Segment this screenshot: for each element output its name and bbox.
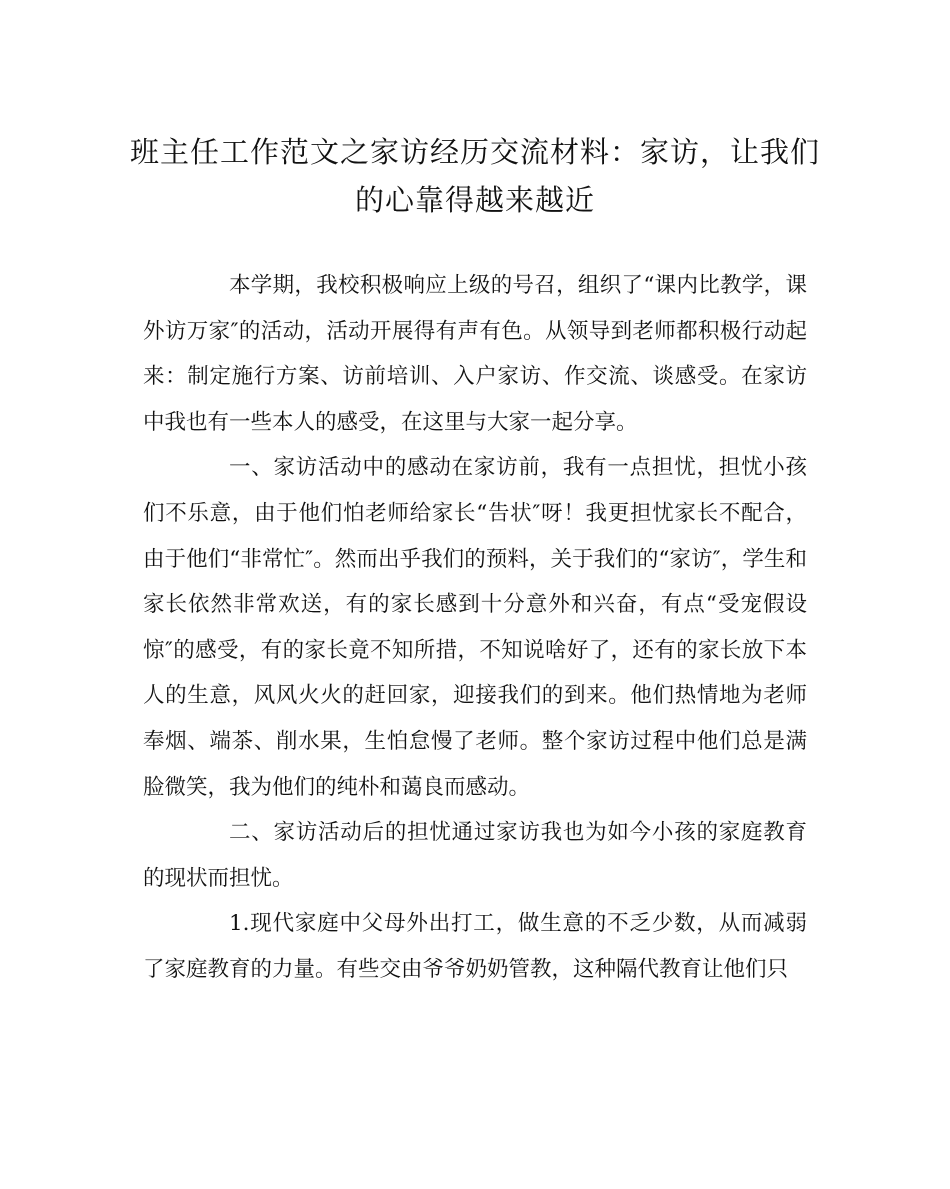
paragraph-intro: 本学期，我校积极响应上级的号召，组织了“课内比教学，课外访万家″的活动，活动开展得有声有色。从领导到老师都积极行动起来：制定施行方案、访前培训、入户家访、作交流、谈感受。在家访中我也有一些本人的感受，在这里与大家一起分享。: [143, 273, 807, 435]
document-body: [143, 263, 807, 993]
paragraph-section-2: 二、家访活动后的担忧通过家访我也为如今小孩的家庭教育的现状而担忧。: [143, 820, 807, 891]
document-title: [130, 128, 820, 224]
title-line-2: 的心靠得越来越近: [354, 183, 595, 217]
paragraph-item-1: 1.现代家庭中父母外出打工，做生意的不乏少数，从而减弱了家庭教育的力量。有些交由爷爷奶奶管教，这种隔代教育让他们只: [143, 911, 807, 982]
title-line-1: 班主任工作范文之家访经历交流材料：家访，让我们: [130, 135, 821, 169]
paragraph-section-1: 一、家访活动中的感动在家访前，我有一点担忧，担忧小孩们不乐意，由于他们怕老师给家长“告状″呀！我更担忧家长不配合，由于他们“非常忙″。然而出乎我们的预料，关于我们的“家访″，学生和家长依然非常欢送，有的家长感到十分意外和兴奋，有点“受宠假设惊″的感受，有的家长竟不知所措，不知说啥好了，还有的家长放下本人的生意，风风火火的赶回家，迎接我们的到来。他们热情地为老师奉烟、端茶、削水果，生怕怠慢了老师。整个家访过程中他们总是满脸微笑，我为他们的纯朴和蔼良而感动。: [143, 455, 807, 800]
